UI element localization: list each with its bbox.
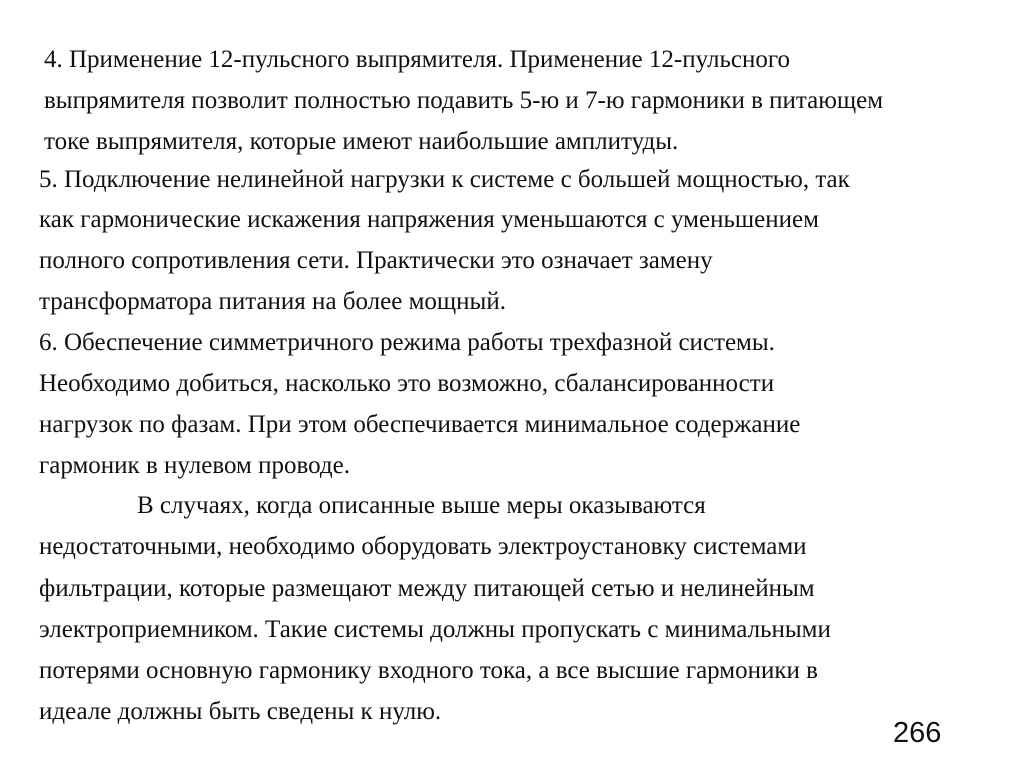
text-line: полного сопротивления сети. Практически это означает замену: [39, 247, 713, 274]
text-line: гармоник в нулевом проводе.: [39, 452, 350, 479]
text-line: недостаточными, необходимо оборудовать электроустановку системами: [39, 533, 807, 560]
text-line: идеале должны быть сведены к нулю.: [39, 698, 442, 725]
page-number: 266: [893, 717, 942, 749]
text-line: трансформатора питания на более мощный.: [39, 288, 506, 315]
text-line: как гармонические искажения напряжения уменьшаются с уменьшением: [39, 206, 819, 233]
text-line: потерями основную гармонику входного тока, а все высшие гармоники в: [39, 657, 818, 684]
text-line: электроприемником. Такие системы должны пропускать с минимальными: [39, 616, 831, 643]
text-line: выпрямителя позволит полностью подавить 5-ю и 7-ю гармоники в питающем: [44, 87, 884, 114]
text-line: Необходимо добиться, насколько это возможно, сбалансированности: [39, 370, 775, 397]
text-line: 5. Подключение нелинейной нагрузки к системе с большей мощностью, так: [39, 166, 850, 193]
text-line: нагрузок по фазам. При этом обеспечивается минимальное содержание: [39, 411, 801, 438]
text-line: В случаях, когда описанные выше меры оказываются: [137, 492, 706, 519]
text-line: токе выпрямителя, которые имеют наибольшие амплитуды.: [44, 128, 679, 155]
text-line: фильтрации, которые размещают между питающей сетью и нелинейным: [39, 575, 815, 602]
text-line: 6. Обеспечение симметричного режима работы трехфазной системы.: [39, 329, 775, 356]
text-line: 4. Применение 12-пульсного выпрямителя. Применение 12-пульсного: [44, 46, 790, 73]
